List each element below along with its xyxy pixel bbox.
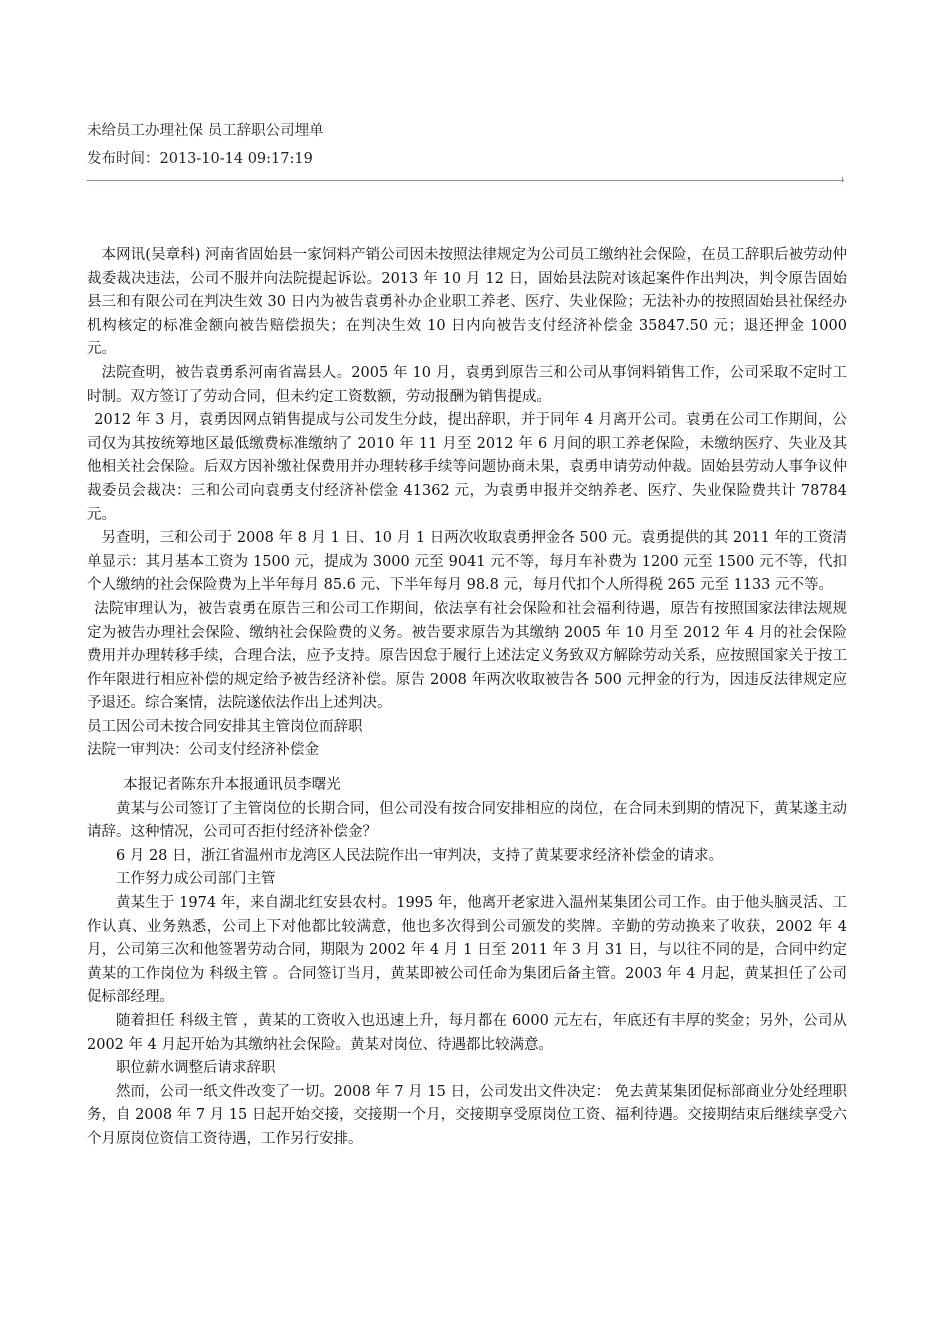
section-heading: 工作努力成公司部门主管: [116, 871, 276, 888]
article-body: [87, 244, 847, 1152]
header-divider: [87, 180, 844, 181]
paragraph: 法院查明，被告袁勇系河南省嵩县人。2005 年 10 月，袁勇到原告三和公司从事饲料销售工作，公司采取不定时工时制。双方签订了劳动合同，但未约定工资数额，劳动报酬为销售提成。: [87, 364, 847, 405]
paragraph: 黄某生于 1974 年，来自湖北红安县农村。1995 年，他离开老家进入温州某集团公司工作。由于他头脑灵活、工作认真、业务熟悉，公司上下对他都比较满意，他也多次得到公司颁发的奖牌。辛勤的劳动换来了收获，2002 年 4 月，公司第三次和他签署劳动合同，期限为 2002 年 4 月 1 日至 2011 年 3 月 31 日，与以往不同的是，合同中约定黄某的工作岗位为 科级主管 。合同签订当月，黄某即被公司任命为集团后备主管。2003 年 4 月起，黄某担任了公司促标部经理。: [87, 895, 847, 1006]
paragraph-lead: 本网讯(吴章科) 河南省固始县一家饲料产销公司因未按照法律规定为公司员工缴纳社会保险，在员工辞职后被劳动仲裁委裁决违法，公司不服并向法院提起诉讼。2013 年 10 月 12 日，固始县法院对该起案件作出判决，判令原告固始县三和有限公司在判决生效 30 日内为被告袁勇补办企业职工养老、医疗、失业保险；无法补办的按照固始县社保经办机构核定的标准金额向被告赔偿损失；在判决生效 10 日内向被告支付经济补偿金 35847.50 元；退还押金 1000 元。: [87, 247, 847, 358]
section-subheading: 法院一审判决：公司支付经济补偿金: [87, 742, 319, 759]
paragraph: 法院审理认为，被告袁勇在原告三和公司工作期间，依法享有社会保险和社会福利待遇，原告有按照国家法律法规规定为被告办理社会保险、缴纳社会保险费的义务。被告要求原告为其缴纳 2005 年 10 月至 2012 年 4 月的社会保险费用并办理转移手续，合理合法，应予支持。原告因怠于履行上述法定义务致双方解除劳动关系，应按照国家关于按工作年限进行相应补偿的规定给予被告经济补偿。原告 2008 年两次收取被告各 500 元押金的行为，因违反法律规定应予退还。综合案情，法院遂依法作出上述判决。: [87, 600, 847, 712]
spacer: [87, 763, 847, 774]
byline: 本报记者陈东升本报通讯员李曙光: [123, 777, 341, 794]
paragraph: 随着担任 科级主管 ，黄某的工资收入也迅速上升，每月都在 6000 元左右，年底还有丰厚的奖金；另外，公司从 2002 年 4 月起开始为其缴纳社会保险。黄某对岗位、待遇都比较满意。: [87, 1013, 847, 1053]
paragraph: 2012 年 3 月，袁勇因网点销售提成与公司发生分歧，提出辞职，并于同年 4 月离开公司。袁勇在公司工作期间，公司仅为其按统筹地区最低缴费标准缴纳了 2010 年 11 月至 2012 年 6 月间的职工养老保险，未缴纳医疗、失业及其他相关社会保险。后双方因补缴社保费用并办理转移手续等问题协商未果，袁勇申请劳动仲裁。固始县劳动人事争议仲裁委员会裁决：三和公司向袁勇支付经济补偿金 41362 元，为袁勇申报并交纳养老、医疗、失业保险费共计 78784 元。: [87, 412, 847, 523]
paragraph: 6 月 28 日，浙江省温州市龙湾区人民法院作出一审判决，支持了黄某要求经济补偿金的请求。: [116, 847, 723, 864]
paragraph: 黄某与公司签订了主管岗位的长期合同，但公司没有按合同安排相应的岗位，在合同未到期的情况下，黄某遂主动请辞。这种情况，公司可否拒付经济补偿金？: [87, 800, 847, 841]
paragraph: 另查明，三和公司于 2008 年 8 月 1 日、10 月 1 日两次收取袁勇押金各 500 元。袁勇提供的其 2011 年的工资清单显示：其月基本工资为 1500 元，提成为 3000 元至 9041 元不等，每月车补费为 1200 元至 1500 元不等，代扣个人缴纳的社会保险费为上半年每月 85.6 元、下半年每月 98.8 元，每月代扣个人所得税 265 元至 1133 元不等。: [87, 530, 847, 594]
section-heading: 职位薪水调整后请求辞职: [116, 1060, 276, 1077]
header-divider-end-mark: [842, 177, 843, 182]
section-heading: 员工因公司未按合同安排其主管岗位而辞职: [87, 718, 363, 735]
article-header: [87, 117, 847, 173]
article-title: 未给员工办理社保 员工辞职公司埋单: [87, 123, 324, 139]
paragraph: 然而，公司一纸文件改变了一切。2008 年 7 月 15 日，公司发出文件决定： 免去黄某集团促标部商业分处经理职务，自 2008 年 7 月 15 日起开始交接，交接期一个月，交接期享受原岗位工资、福利待遇。交接期结束后继续享受六个月原岗位资信工资待遇，工作另行安排。: [87, 1083, 847, 1147]
publish-time: 发布时间：2013-10-14 09:17:19: [87, 151, 313, 167]
